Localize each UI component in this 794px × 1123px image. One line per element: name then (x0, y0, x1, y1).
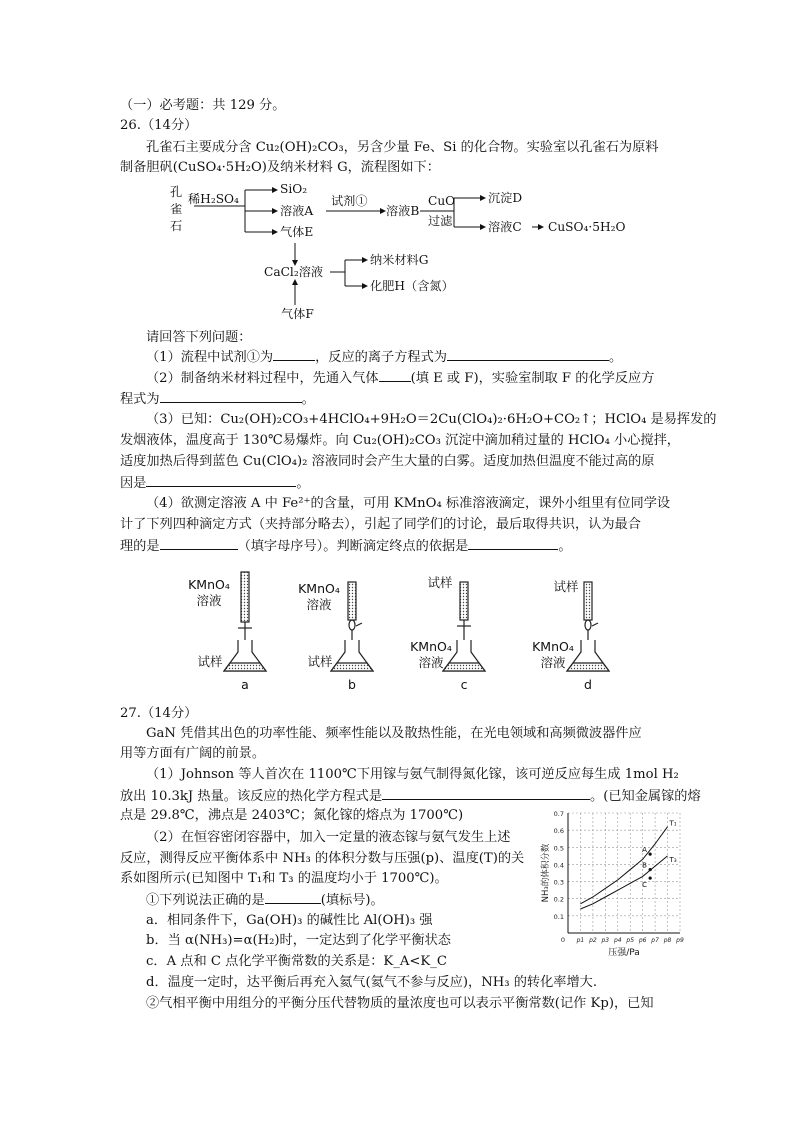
blank-2-2[interactable] (160, 390, 302, 403)
q27-intro-1: GaN 凭借其出色的功率性能、频率性能以及散热性能，在光电领域和高频微波器件应 (146, 726, 642, 741)
x-tick-label: p3 (601, 937, 610, 944)
data-point (649, 877, 652, 880)
data-point (649, 868, 652, 871)
blank-1-1[interactable] (273, 348, 315, 361)
q27-part-2-line-1: （2）在恒容密闭容器中，加入一定量的液态镓与氨气发生上述 (146, 830, 511, 845)
setup-c-top-1: 试样 (427, 575, 453, 590)
x-tick-label: p5 (626, 937, 635, 944)
setup-d-top-1: 试样 (553, 579, 579, 594)
flow-filter: 过滤 (428, 214, 453, 228)
y-tick-label: 0.1 (553, 912, 564, 921)
flow-sio2: SiO₂ (280, 182, 308, 196)
flow-solution-b: 溶液B (386, 204, 420, 218)
setup-b-top-1: KMnO₄ (298, 581, 340, 596)
titration-drawings (0, 568, 794, 698)
y-tick-label: 0.7 (553, 810, 564, 818)
setup-d-bottom-2: 溶液 (540, 655, 566, 670)
flow-gas-f: 气体F (281, 307, 314, 321)
x-tick-label: p8 (663, 937, 672, 944)
setup-a-top-1: KMnO₄ (188, 577, 230, 592)
y-tick-label: 0.3 (553, 878, 564, 887)
flow-cuo: CuO (428, 194, 456, 208)
blank-4-1[interactable] (160, 537, 238, 550)
q26-part-4-line-1: （4）欲测定溶液 A 中 Fe²⁺的含量，可用 KMnO₄ 标准溶液滴定，课外小组里有位同学设 (146, 496, 671, 511)
q26-part-3-line-3: 适度加热后得到蓝色 Cu(ClO₄)₂ 溶液同时会产生大量的白雾。适度加热但温度不能过高的原 (120, 454, 655, 469)
q27-option-c: c．A 点和 C 点化学平衡常数的关系是：K_A<K_C (146, 954, 447, 969)
flow-precipitate-d: 沉淀D (488, 191, 523, 205)
y-axis-label: NH₃的体积分数 (541, 843, 551, 903)
setup-c-bottom-1: KMnO₄ (410, 639, 452, 654)
flow-solution-a: 溶液A (280, 204, 314, 218)
q26-part-4-line-2: 计了下列四种滴定方式（夹持部分略去），引起了同学们的讨论，最后取得共识，认为最合 (120, 517, 641, 532)
x-tick-label: p2 (589, 937, 597, 944)
y-tick-label: 0.5 (553, 844, 564, 853)
q27-part-2-line-3: 系如图所示(已知图中 T₁和 T₃ 的温度均小于 1700℃)。 (120, 871, 448, 886)
setup-a-bottom-1: 试样 (197, 654, 223, 669)
flow-solution-c: 溶液C (488, 220, 522, 234)
flow-acid: 稀H₂SO₄ (188, 192, 239, 206)
y-tick-label: 0.6 (553, 827, 564, 836)
q27-part-1-line-3: 点是 29.8℃，沸点是 2403℃；氮化镓的熔点为 1700℃) (120, 808, 464, 823)
q27-option-b: b．当 α(NH₃)=α(H₂)时，一定达到了化学平衡状态 (146, 933, 451, 948)
series-line (580, 827, 667, 904)
q26-part-2-cont: 程式为 。 (120, 392, 315, 407)
q26-part-1: （1）流程中试剂①为 ，反应的离子方程式为 。 (146, 350, 623, 365)
q26-intro-2: 制备胆矾(CuSO₄·5H₂O)及纳米材料 G，流程图如下： (120, 160, 440, 175)
x-axis-label: 压强/Pa (608, 948, 640, 958)
blank-4-2[interactable] (468, 537, 558, 550)
series-label: T₁ (669, 819, 677, 828)
section-header: （一）必考题：共 129 分。 (120, 98, 286, 113)
point-label: B (642, 861, 647, 870)
nh3-chart (530, 805, 690, 960)
q27-option-a: a．相同条件下，Ga(OH)₃ 的碱性比 Al(OH)₃ 强 (146, 913, 433, 928)
blank-27-2[interactable] (265, 891, 321, 904)
y-tick-label: 0.2 (553, 895, 564, 904)
flow-reagent-1: 试剂① (331, 194, 368, 208)
blank-2-1[interactable] (379, 369, 411, 382)
q27-option-d: d．温度一定时，达平衡后再充入氦气(氦气不参与反应)，NH₃ 的转化率增大. (146, 975, 598, 990)
x-tick-label: p6 (638, 937, 647, 944)
blank-27-1[interactable] (382, 787, 590, 800)
raw-char-3: 石 (170, 219, 183, 233)
q26-part-3-line-1: （3）已知：Cu₂(OH)₂CO₃+4HClO₄+9H₂O＝2Cu(ClO₄)₂·6H₂O+CO₂↑；HClO₄ 是易挥发的 (146, 412, 717, 427)
q26-title: 26.（14分） (120, 118, 198, 133)
flow-gas-e: 气体E (280, 225, 314, 239)
setup-b-top-2: 溶液 (306, 597, 332, 612)
setup-c-bottom-2: 溶液 (418, 655, 444, 670)
series-label: T₃ (669, 855, 677, 864)
flow-product: CuSO₄·5H₂O (548, 220, 626, 234)
setup-a-top-2: 溶液 (196, 593, 222, 608)
y-tick-label: 0.4 (553, 861, 564, 870)
setup-b-letter: b (348, 677, 356, 692)
flow-fertilizer-h: 化肥H（含氮） (370, 279, 454, 293)
setup-d-bottom-1: KMnO₄ (532, 639, 574, 654)
x-tick-label: p9 (676, 937, 684, 944)
q27-part-1-line-2: 放出 10.3kJ 热量。该反应的热化学方程式是 。(已知金属镓的熔 (120, 789, 701, 804)
q26-intro-1: 孔雀石主要成分含 Cu₂(OH)₂CO₃，另含少量 Fe、Si 的化合物。实验室以孔雀石为原料 (146, 140, 659, 155)
q26-part-3-line-4: 因是 。 (120, 476, 310, 491)
data-point (649, 853, 652, 856)
q26-part-3-line-2: 发烟液体，温度高于 130℃易爆炸。向 Cu₂(OH)₂CO₃ 沉淀中滴加稍过量的 HClO₄ 小心搅拌， (120, 433, 680, 448)
q27-title: 27.（14分） (120, 706, 198, 721)
q26-ask: 请回答下列问题： (146, 330, 252, 345)
setup-a-letter: a (241, 677, 249, 692)
point-label: C (642, 881, 648, 890)
raw-char-1: 孔 (170, 185, 183, 199)
q27-part-2-sub-2: ②气相平衡中用组分的平衡分压代替物质的量浓度也可以表示平衡常数(记作 Kp)，已知 (146, 996, 654, 1011)
setup-d-letter: d (584, 677, 592, 692)
flow-cacl2: CaCl₂溶液 (264, 265, 324, 279)
x-tick-label: p7 (651, 937, 659, 944)
flow-nano-g: 纳米材料G (370, 253, 429, 267)
q27-part-1-line-1: （1）Johnson 等人首次在 1100℃下用镓与氨气制得氮化镓，该可逆反应每生成 1mol H₂ (146, 767, 679, 782)
q26-part-2: （2）制备纳米材料过程中，先通入气体 (填 E 或 F)，实验室制取 F 的化学反应方 (146, 371, 655, 386)
blank-3[interactable] (146, 474, 296, 487)
q27-part-2-line-2: 反应，测得反应平衡体系中 NH₃ 的体积分数与压强(p)、温度(T)的关 (120, 851, 525, 866)
origin-label: 0 (560, 936, 565, 944)
x-tick-label: p4 (613, 937, 622, 944)
point-label: A (642, 846, 647, 855)
setup-c-letter: c (460, 677, 468, 692)
series-line (580, 856, 667, 909)
nh3-chart-svg (530, 805, 690, 960)
q27-intro-2: 用等方面有广阔的前景。 (120, 746, 266, 761)
blank-1-2[interactable] (447, 348, 609, 361)
q27-part-2-sub-1: ①下列说法正确的是 (填标号)。 (146, 893, 384, 908)
setup-b-bottom-1: 试样 (307, 654, 333, 669)
q26-part-4-line-3: 理的是 （填字母序号）。判断滴定终点的依据是 。 (120, 539, 572, 554)
raw-char-2: 雀 (170, 202, 183, 216)
x-tick-label: p1 (576, 937, 585, 944)
